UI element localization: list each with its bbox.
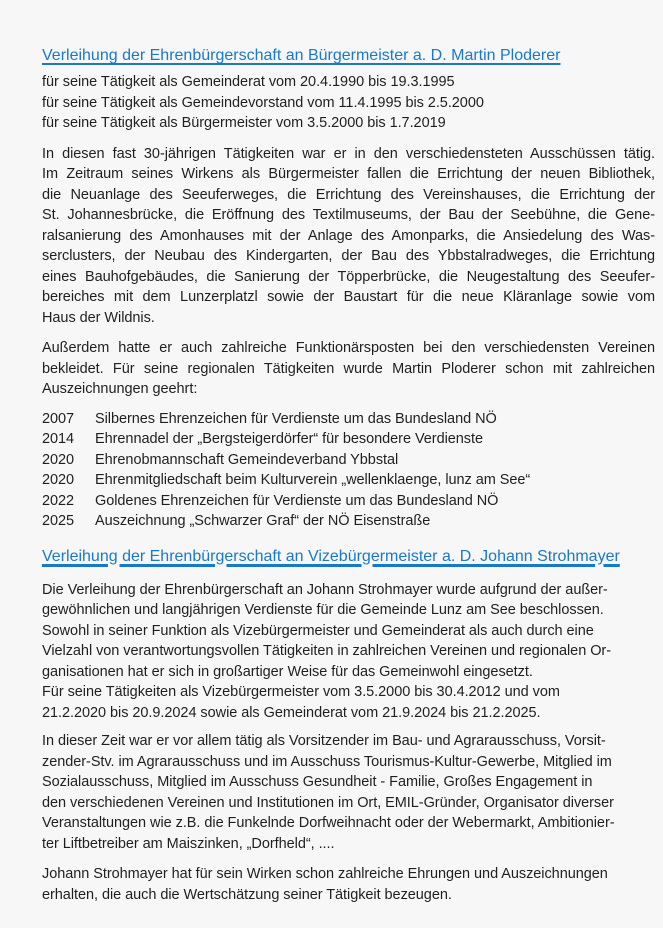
text-line: Außerdem hatte er auch zahlreiche Funktionärsposten bei den verschiedensten Vereinen — [42, 340, 655, 356]
heading-ploderer: Verleihung der Ehrenbürgerschaft an Bürgermeister a. D. Martin Ploderer — [42, 47, 561, 64]
text-line: In dieser Zeit war er vor allem tätig als Vorsitzender im Bau- und Agrarausschuss, Vorsit- — [42, 733, 606, 749]
award-text: Ehrenmitgliedschaft beim Kulturverein „wellenklaenge, lunz am See“ — [95, 472, 531, 488]
text-line: Auszeichnungen geehrt: — [42, 381, 198, 397]
ploderer-paragraph-1 — [42, 144, 655, 329]
text-line: Die Verleihung der Ehrenbürgerschaft an Johann Strohmayer wurde aufgrund der außer- — [42, 581, 608, 598]
text-line: gewöhnlichen und langjährigen Verdienste für die Gemeinde Lunz am See beschlossen. — [42, 602, 604, 618]
text-line: die Neuanlage des Seeuferweges, die Errichtung des Vereinshauses, die Errichtung der — [42, 186, 655, 203]
award-year: 2020 — [42, 472, 75, 488]
award-row — [42, 450, 655, 471]
text-line: In diesen fast 30-jährigen Tätigkeiten war er in den verschiedensteten Ausschüssen tätig. — [42, 145, 655, 162]
text-line: für seine Tätigkeit als Bürgermeister vom 3.5.2000 bis 1.7.2019 — [42, 115, 446, 131]
heading-strohmayer: Verleihung der Ehrenbürgerschaft an Vizebürgermeister a. D. Johann Strohmayer — [42, 547, 620, 565]
strohmayer-paragraph-2 — [42, 731, 655, 854]
text-line: Vielzahl von verantwortungsvollen Tätigkeiten in zahlreichen Vereinen und regionalen Or- — [42, 643, 611, 659]
award-row — [42, 470, 655, 491]
award-year: 2014 — [42, 431, 75, 447]
award-year: 2007 — [42, 410, 75, 427]
award-text: Silbernes Ehrenzeichen für Verdienste um das Bundesland NÖ — [95, 410, 497, 427]
strohmayer-paragraph-1 — [42, 580, 655, 724]
text-line: Für seine Tätigkeiten als Vizebürgermeister vom 3.5.2000 bis 30.4.2012 und vom — [42, 684, 560, 700]
text-line: bekleidet. Für seine regionalen Tätigkeiten wurde Martin Ploderer schon mit zahlreichen — [42, 360, 655, 377]
text-line: serclusters, der Neubau des Kindergarten, der Bau des Ybbstalradweges, die Errichtung — [42, 248, 655, 264]
award-text: Goldenes Ehrenzeichen für Verdienste um das Bundesland NÖ — [95, 492, 499, 509]
award-row — [42, 409, 655, 430]
text-line: Haus der Wildnis. — [42, 309, 155, 326]
award-year: 2020 — [42, 451, 75, 468]
award-text: Ehrennadel der „Bergsteigerdörfer“ für besondere Verdienste — [95, 431, 483, 447]
text-line: bereiches mit dem Lunzerplatzl sowie der Baustart für die neue Kläranlage sowie vom — [42, 289, 655, 305]
text-line: 21.2.2020 bis 20.9.2024 sowie als Gemeinderat vom 21.9.2024 bis 21.2.2025. — [42, 704, 541, 721]
text-line: für seine Tätigkeit als Gemeindevorstand vom 11.4.1995 bis 2.5.2000 — [42, 94, 484, 111]
award-row — [42, 511, 655, 532]
text-line: Sowohl in seiner Funktion als Vizebürgermeister und Gemeinderat als auch durch eine — [42, 622, 594, 639]
text-line: Veranstaltungen wie z.B. die Funkelnde Dorfweihnacht oder der Webermarkt, Ambitionier- — [42, 815, 615, 831]
award-year: 2022 — [42, 492, 75, 509]
text-line: Im Zeitraum seines Wirkens als Bürgermeister fallen die Errichtung der neuen Bibliothek, — [42, 166, 655, 182]
text-line: Sozialausschuss, Mitglied im Ausschuss Gesundheit - Familie, Großes Engagement in — [42, 774, 593, 790]
text-line: St. Johannesbrücke, die Eröffnung des Textilmuseums, der Bau der Seebühne, die Gene- — [42, 207, 655, 223]
award-text: Ehrenobmannschaft Gemeindeverband Ybbstal — [95, 451, 399, 468]
award-text: Auszeichnung „Schwarzer Graf“ der NÖ Eisenstraße — [95, 513, 431, 529]
text-line: Johann Strohmayer hat für sein Wirken schon zahlreiche Ehrungen und Auszeichnungen — [42, 866, 608, 882]
ploderer-terms — [42, 72, 655, 134]
text-line: den verschiedenen Vereinen und Institutionen im Ort, EMIL-Gründer, Organisator diverser — [42, 794, 614, 811]
text-line: eines Bauhofgebäudes, die Sanierung der Töpperbrücke, die Neugestaltung des Seeufer- — [42, 268, 655, 285]
text-line: für seine Tätigkeit als Gemeinderat vom 20.4.1990 bis 19.3.1995 — [42, 74, 455, 90]
award-row — [42, 491, 655, 512]
text-line: erhalten, die auch die Wertschätzung seiner Tätigkeit bezeugen. — [42, 886, 452, 903]
strohmayer-paragraph-3 — [42, 864, 655, 905]
text-line: ter Liftbetreiber am Maiszinken, „Dorfheld“, .... — [42, 835, 335, 852]
text-line: zender-Stv. im Agrarausschuss und im Ausschuss Tourismus-Kultur-Gewerbe, Mitglied im — [42, 753, 612, 770]
ploderer-paragraph-2 — [42, 338, 655, 400]
award-row — [42, 429, 655, 450]
text-line: ganisationen hat er sich in großartiger Weise für das Gemeinwohl eingesetzt. — [42, 663, 533, 680]
awards-list — [42, 409, 655, 532]
award-year: 2025 — [42, 513, 75, 529]
text-line: ralsanierung des Amonhauses mit der Anlage des Amonparks, die Ansiedelung des Was- — [42, 227, 655, 244]
